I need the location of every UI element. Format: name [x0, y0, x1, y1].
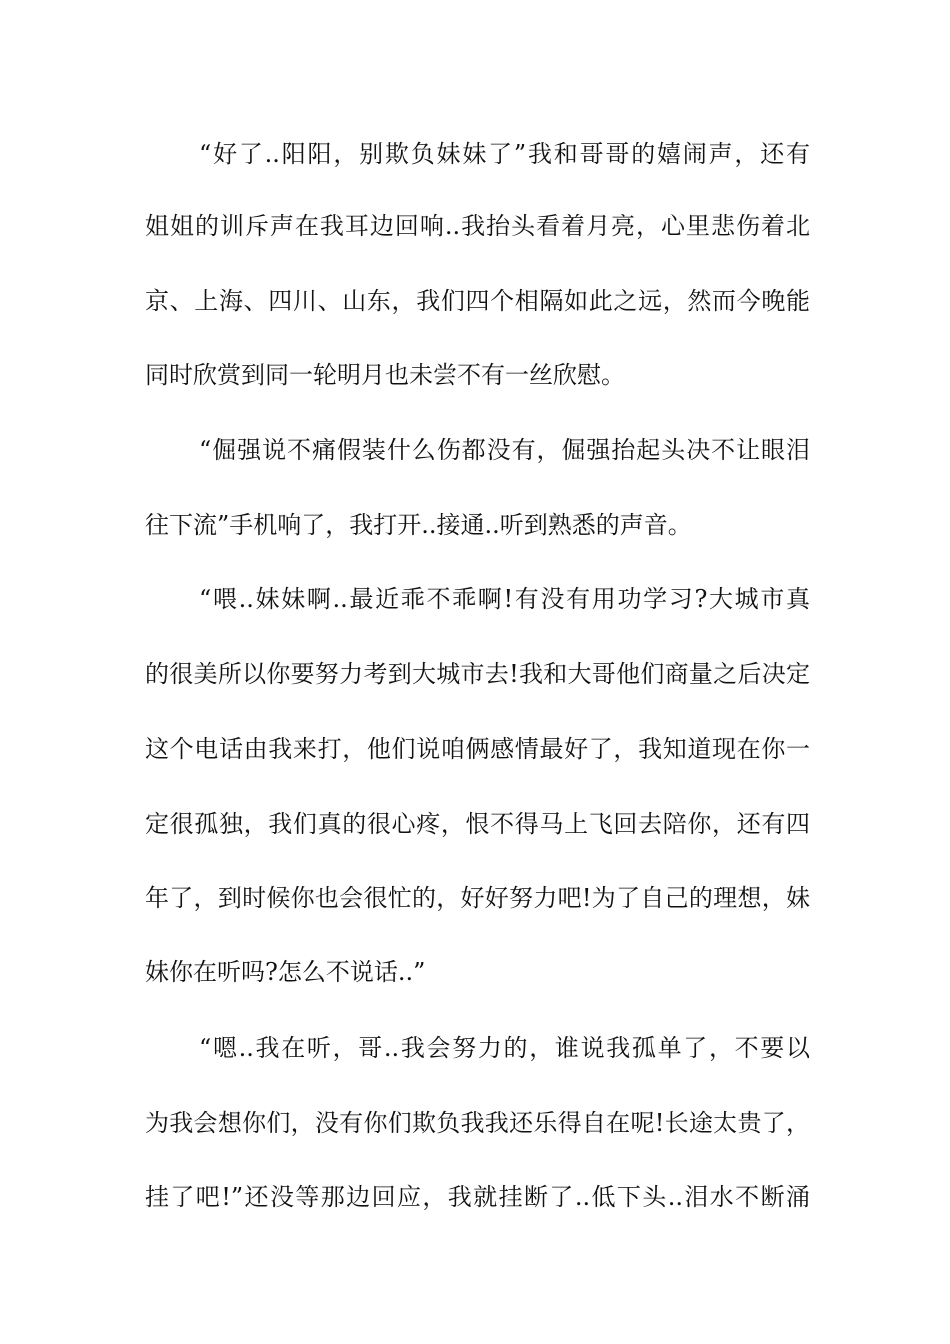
paragraph-1-line-1: “好了..阳阳，别欺负妹妹了”我和哥哥的嬉闹声，还有 — [199, 140, 810, 168]
paragraph-2-line-1: “倔强说不痛假装什么伤都没有，倔强抬起头决不让眼泪 — [199, 436, 810, 464]
paragraph-3-line-5: 年了，到时候你也会很忙的，好好努力吧!为了自己的理想，妹 — [145, 884, 810, 912]
paragraph-4-line-2: 为我会想你们，没有你们欺负我我还乐得自在呢!长途太贵了， — [145, 1109, 810, 1137]
paragraph-3-line-6: 妹你在听吗?怎么不说话..” — [145, 958, 426, 986]
paragraph-3-line-4: 定很孤独，我们真的很心疼，恨不得马上飞回去陪你，还有四 — [145, 810, 810, 838]
paragraph-3-line-1: “喂..妹妹啊..最近乖不乖啊!有没有用功学习?大城市真 — [199, 585, 810, 613]
paragraph-4-line-1: “嗯..我在听，哥..我会努力的，谁说我孤单了，不要以 — [199, 1034, 810, 1062]
paragraph-1-line-4: 同时欣赏到同一轮明月也未尝不有一丝欣慰。 — [145, 361, 625, 389]
paragraph-3-line-2: 的很美所以你要努力考到大城市去!我和大哥他们商量之后决定 — [145, 660, 810, 688]
paragraph-1-line-2: 姐姐的训斥声在我耳边回响..我抬头看着月亮，心里悲伤着北 — [145, 212, 810, 240]
paragraph-1-line-3: 京、上海、四川、山东，我们四个相隔如此之远，然而今晚能 — [145, 287, 810, 315]
paragraph-3-line-3: 这个电话由我来打，他们说咱俩感情最好了，我知道现在你一 — [145, 735, 810, 763]
paragraph-2-line-2: 往下流”手机响了，我打开..接通..听到熟悉的声音。 — [145, 511, 692, 539]
paragraph-4-line-3: 挂了吧!”还没等那边回应，我就挂断了..低下头..泪水不断涌 — [145, 1183, 810, 1211]
